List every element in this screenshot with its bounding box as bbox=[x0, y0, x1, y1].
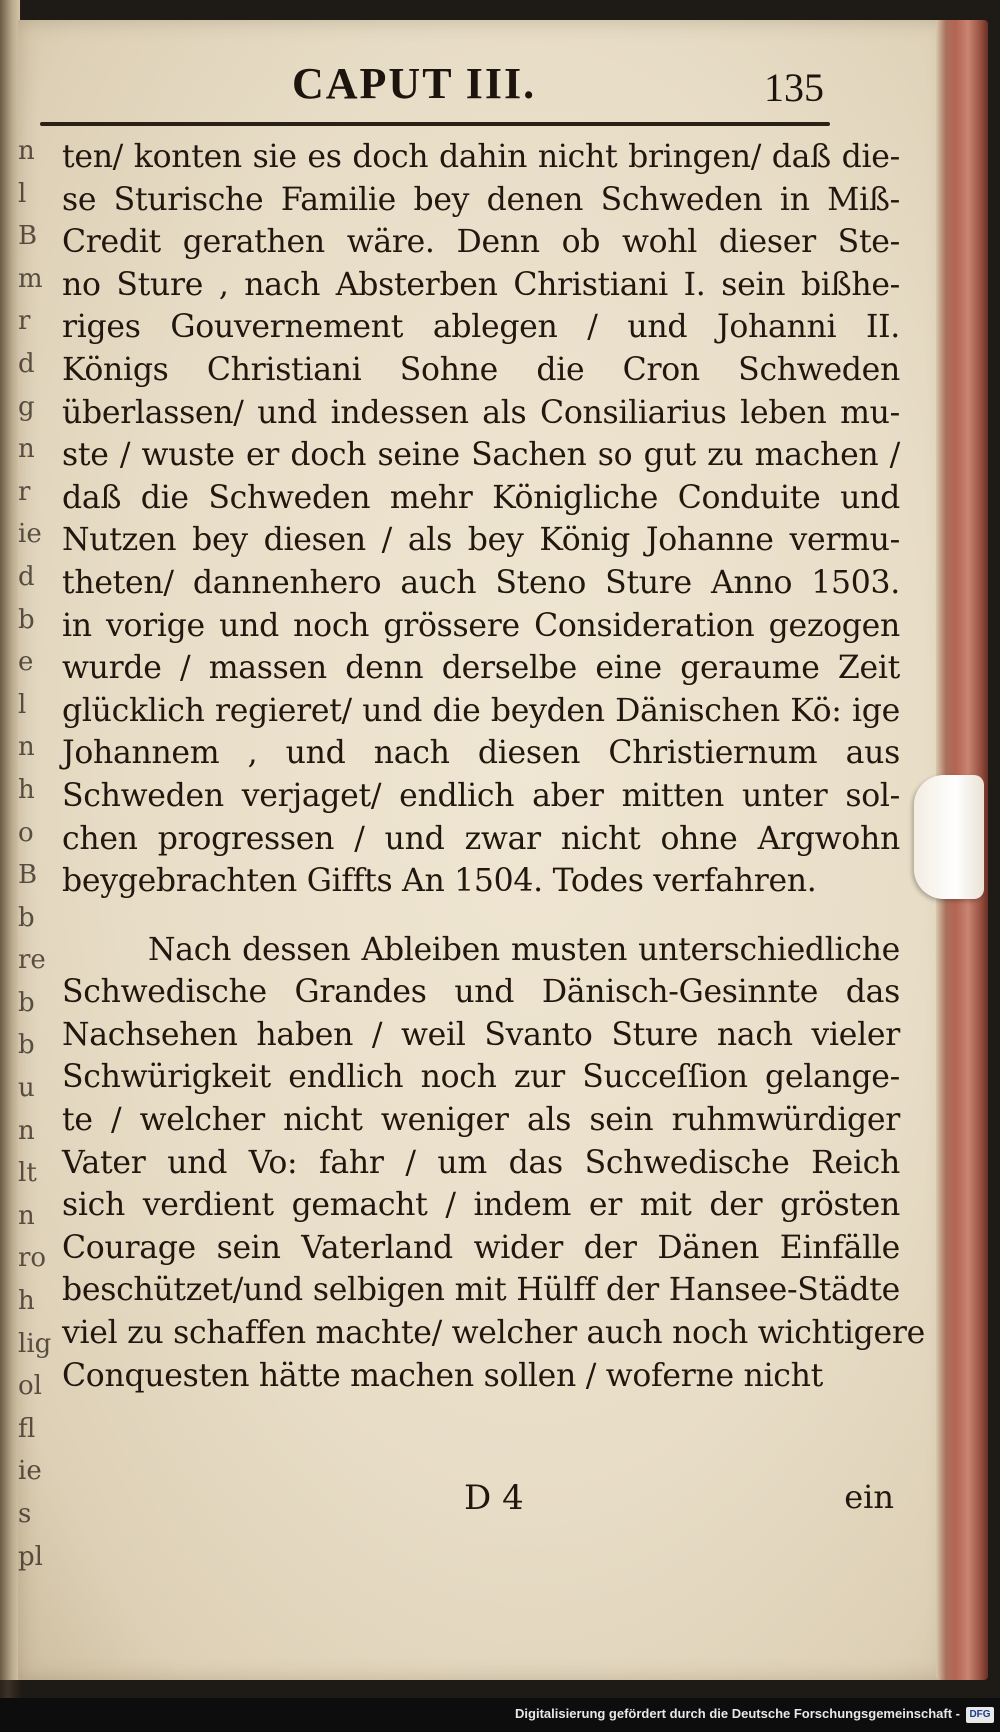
text-line: glücklich regieret/ und die beyden Dänischen Kö: ige bbox=[62, 692, 900, 729]
text-line: Johannem , und nach diesen Christiernum aus bbox=[62, 735, 900, 772]
previous-page-fragment: n bbox=[18, 1115, 35, 1146]
header-rule bbox=[40, 122, 830, 126]
chapter-title: CAPUT III. bbox=[292, 59, 537, 108]
paragraph-gap bbox=[62, 903, 900, 929]
text-line: Vater und Vo: fahr / um das Schwedische Reich bbox=[62, 1144, 900, 1181]
previous-page-fragment: pl bbox=[18, 1541, 43, 1572]
previous-page-fragment: lig bbox=[18, 1328, 52, 1359]
previous-page-fragment: B bbox=[18, 221, 38, 252]
text-line: Nachsehen haben / weil Svanto Sture nach vieler bbox=[62, 1016, 900, 1053]
text-line: Königs Christiani Sohne die Cron Schweden bbox=[62, 351, 900, 388]
previous-page-fragment: b bbox=[18, 987, 35, 1018]
text-line: ste / wuste er doch seine Sachen so gut zu machen / bbox=[62, 437, 900, 474]
text-line: Nutzen bey diesen / als bey König Johanne vermu- bbox=[62, 522, 900, 559]
previous-page-fragment: d bbox=[18, 561, 35, 592]
text-line: in vorige und noch grössere Consideration gezogen bbox=[62, 607, 900, 644]
previous-page-fragment: s bbox=[18, 1499, 32, 1529]
previous-page-fragment: e bbox=[18, 647, 34, 678]
text-line: sich verdient gemacht / indem er mit der grösten bbox=[62, 1187, 900, 1224]
previous-page-fragment: ie bbox=[18, 1456, 42, 1487]
previous-page-fragment: B bbox=[18, 860, 38, 891]
previous-page-fragment: o bbox=[18, 817, 34, 848]
text-line: Schweden verjaget/ endlich aber mitten unter sol- bbox=[62, 777, 900, 814]
previous-page-fragment: b bbox=[18, 902, 35, 933]
previous-page-fragment: n bbox=[18, 732, 35, 763]
previous-page-edge bbox=[0, 0, 20, 1680]
previous-page-fragment: l bbox=[18, 178, 27, 209]
text-line: viel zu schaffen machte/ welcher auch noch wichtigere bbox=[62, 1315, 925, 1352]
text-line: ten/ konten sie es doch dahin nicht bringen/ daß die- bbox=[62, 139, 900, 175]
text-line: chen progressen / und zwar nicht ohne Argwohn bbox=[62, 820, 900, 857]
attribution-text: Digitalisierung gefördert durch die Deutsche Forschungsgemeinschaft - bbox=[515, 1706, 960, 1721]
page-number: 135 bbox=[764, 65, 824, 110]
text-line: Schwürigkeit endlich noch zur Succeſſion gelange- bbox=[62, 1059, 900, 1096]
text-line: überlassen/ und indessen als Consiliarius leben mu- bbox=[62, 394, 900, 431]
previous-page-fragment: u bbox=[18, 1073, 35, 1104]
paragraph-1 bbox=[62, 136, 900, 903]
signature-mark: D 4 bbox=[464, 1478, 524, 1518]
previous-page-fragment: ol bbox=[18, 1371, 42, 1402]
previous-page-fragment: d bbox=[18, 348, 35, 379]
previous-page-fragment: h bbox=[18, 1286, 35, 1317]
previous-page-fragment: re bbox=[18, 945, 46, 976]
text-line: Credit gerathen wäre. Denn ob wohl dieser Ste- bbox=[62, 224, 900, 261]
dfg-logo: DFG bbox=[966, 1707, 994, 1723]
text-line: beschützet/und selbigen mit Hülff der Hansee-Städte bbox=[62, 1272, 900, 1309]
text-line: Conquesten hätte machen sollen / woferne nicht bbox=[62, 1357, 823, 1394]
previous-page-text-fragments bbox=[18, 130, 52, 1572]
attribution-bar bbox=[0, 1698, 1000, 1732]
text-line: Courage sein Vaterland wider der Dänen Einfälle bbox=[62, 1229, 900, 1266]
previous-page-fragment: r bbox=[18, 306, 31, 337]
previous-page-fragment: g bbox=[18, 391, 35, 422]
text-line: Schwedische Grandes und Dänisch-Gesinnte das bbox=[62, 974, 900, 1011]
text-line: se Sturische Familie bey denen Schweden in Miß- bbox=[62, 181, 900, 218]
previous-page-fragment: lt bbox=[18, 1158, 37, 1189]
text-line: theten/ dannenhero auch Steno Sture Anno 1503. bbox=[62, 564, 900, 601]
previous-page-fragment: n bbox=[18, 136, 35, 166]
text-line: te / welcher nicht weniger als sein ruhmwürdiger bbox=[62, 1102, 900, 1139]
previous-page-fragment: m bbox=[18, 263, 43, 294]
text-line: wurde / massen denn derselbe eine geraume Zeit bbox=[62, 650, 900, 687]
text-line: daß die Schweden mehr Königliche Conduite und bbox=[62, 479, 900, 516]
text-line: Nach dessen Ableiben musten unterschiedliche bbox=[148, 931, 900, 968]
catchword: ein bbox=[844, 1478, 894, 1516]
previous-page-fragment: n bbox=[18, 434, 35, 465]
text-line: riges Gouvernement ablegen / und Johanni II. bbox=[62, 309, 900, 346]
previous-page-fragment: n bbox=[18, 1200, 35, 1231]
page-footer bbox=[62, 1478, 900, 1526]
previous-page-fragment: b bbox=[18, 1030, 35, 1061]
previous-page-fragment: ro bbox=[18, 1243, 47, 1274]
text-line: no Sture , nach Absterben Christiani I. sein bißhe- bbox=[62, 266, 900, 303]
body-text bbox=[62, 136, 925, 1397]
paragraph-2 bbox=[62, 929, 925, 1398]
running-head bbox=[40, 54, 840, 114]
previous-page-fragment: r bbox=[18, 476, 31, 507]
previous-page-fragment: fl bbox=[18, 1413, 36, 1444]
bookmark-tab bbox=[914, 775, 984, 899]
previous-page-fragment: l bbox=[18, 689, 27, 720]
previous-page-fragment: b bbox=[18, 604, 35, 635]
previous-page-fragment: h bbox=[18, 774, 35, 805]
text-line: beygebrachten Giffts An 1504. Todes verfahren. bbox=[62, 863, 817, 900]
previous-page-fragment: ie bbox=[18, 519, 42, 550]
